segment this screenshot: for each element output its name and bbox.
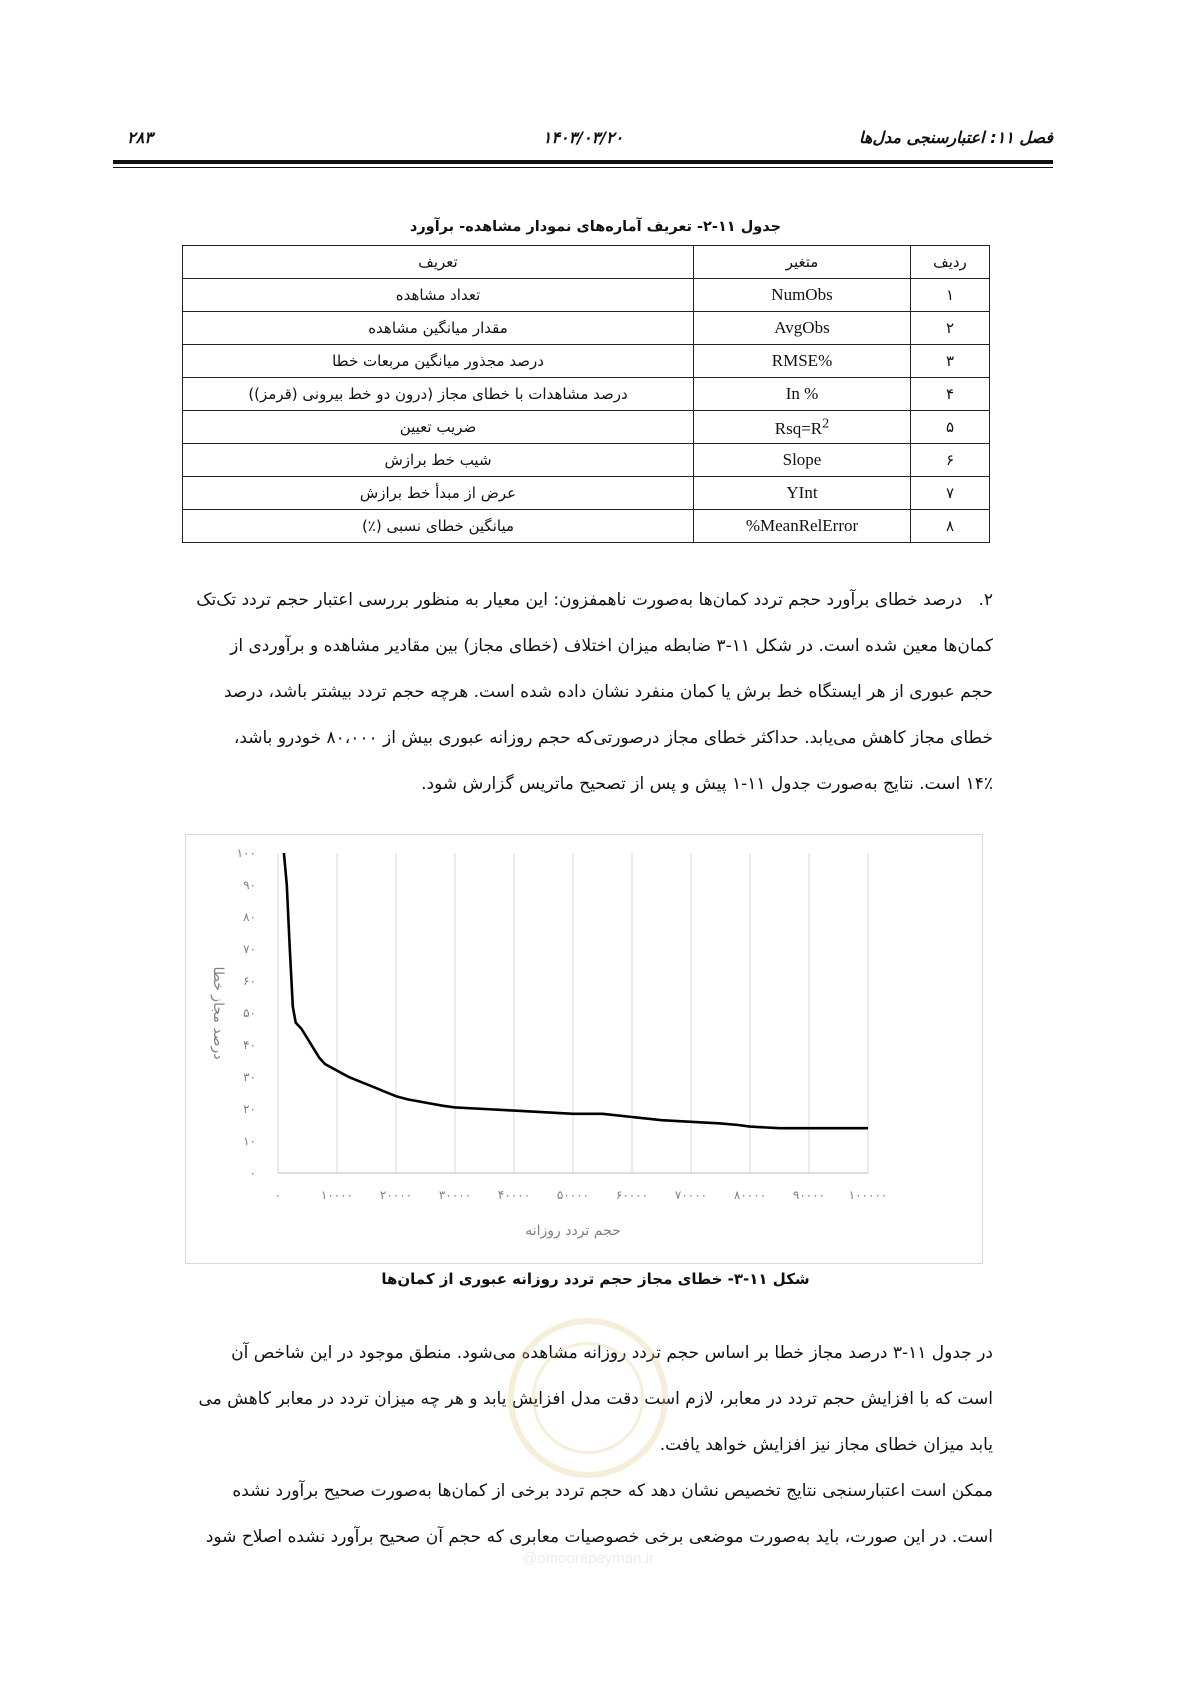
y-tick-label: ۸۰: [243, 910, 256, 924]
definition-cell: مقدار میانگین مشاهده: [183, 312, 694, 345]
variable-cell: MeanRelError%: [694, 510, 911, 543]
variable-cell: NumObs: [694, 279, 911, 312]
definition-cell: عرض از مبدأ خط برازش: [183, 477, 694, 510]
header-variable: متغیر: [694, 246, 911, 279]
row-number: ۳: [911, 345, 990, 378]
paragraph-item-2: [113, 577, 993, 807]
table-row: [183, 279, 990, 312]
paragraph-line: حجم عبوری از هر ایستگاه خط برش یا کمان منفرد نشان داده شده است. هرچه حجم تردد بیشتر باشد، درصد: [223, 682, 993, 702]
paragraph-body-3: [113, 1468, 993, 1560]
x-tick-label: ۲۰۰۰۰: [379, 1188, 413, 1202]
table-caption: جدول ۱۱-۲- تعریف آماره‌های نمودار مشاهده- برآورد: [409, 219, 782, 235]
row-number: ۴: [911, 378, 990, 411]
table-row: [183, 477, 990, 510]
chart-grid: [278, 853, 868, 1173]
row-number: ۸: [911, 510, 990, 543]
x-tick-label: ۵۰۰۰۰: [556, 1188, 590, 1202]
watermark-url: @omoorepeyman.ir: [522, 1550, 654, 1567]
y-tick-label: ۱۰: [243, 1134, 256, 1148]
variable-superscript: 2: [822, 415, 830, 432]
allowed-error-chart: [185, 834, 983, 1264]
x-tick-label: ۴۰۰۰۰: [497, 1188, 531, 1202]
paragraph-line: خطای مجاز کاهش می‌یابد. حداکثر خطای مجاز درصورتی‌که حجم روزانه عبوری بیش از ۸۰،۰۰۰ خودرو باشد،: [233, 728, 993, 748]
header-date: ۱۴۰۳/۰۳/۲۰: [542, 128, 624, 147]
variable-cell: AvgObs: [694, 312, 911, 345]
list-number: ۲.: [978, 590, 993, 610]
table-row: [183, 510, 990, 543]
definition-cell: تعداد مشاهده: [183, 279, 694, 312]
variable-cell: [694, 411, 911, 444]
y-tick-label: ۵۰: [243, 1006, 256, 1020]
paragraph-line: ۱۴٪ است. نتایج به‌صورت جدول ۱۱-۱ پیش و پس از تصحیح ماتریس گزارش شود.: [421, 774, 993, 794]
definition-cell: ضریب تعیین: [183, 411, 694, 444]
table-header-row: [183, 246, 990, 279]
definition-cell: درصد مشاهدات با خطای مجاز (درون دو خط بیرونی (قرمز)): [183, 378, 694, 411]
x-axis-title: حجم تردد روزانه: [525, 1223, 621, 1239]
y-axis-title: درصد مجاز خطا: [210, 966, 226, 1060]
row-number: ۷: [911, 477, 990, 510]
variable-cell: % In: [694, 378, 911, 411]
y-tick-label: ۴۰: [243, 1038, 256, 1052]
header-row-number: ردیف: [911, 246, 990, 279]
table-row: [183, 378, 990, 411]
row-number: ۲: [911, 312, 990, 345]
figure-caption: شکل ۱۱-۳- خطای مجاز حجم تردد روزانه عبوری از کمان‌ها: [381, 1270, 810, 1288]
row-number: ۶: [911, 444, 990, 477]
header-definition: تعریف: [183, 246, 694, 279]
y-tick-label: ۶۰: [243, 974, 256, 988]
paragraph-line: ممکن است اعتبارسنجی نتایج تخصیص نشان دهد که حجم تردد برخی از کمان‌ها به‌صورت صحیح برآورد نشده: [232, 1481, 993, 1501]
y-tick-label: ۲۰: [243, 1102, 256, 1116]
x-tick-label: ۷۰۰۰۰: [674, 1188, 708, 1202]
paragraph-line: [113, 577, 993, 623]
y-tick-label: ۰: [249, 1166, 256, 1180]
table-row: [183, 411, 990, 444]
x-tick-label: ۱۰۰۰۰: [320, 1188, 354, 1202]
definition-cell: شیب خط برازش: [183, 444, 694, 477]
chapter-title: فصل ۱۱: اعتبارسنجی مدل‌ها: [859, 128, 1053, 147]
row-number: ۱: [911, 279, 990, 312]
definitions-table: [182, 245, 990, 543]
x-tick-label: ۰: [274, 1188, 282, 1202]
table-row: [183, 345, 990, 378]
y-tick-label: ۹۰: [243, 878, 256, 892]
variable-cell: Slope: [694, 444, 911, 477]
definition-cell: درصد مجذور میانگین مربعات خطا: [183, 345, 694, 378]
paragraph-line: کمان‌ها معین شده است. در شکل ۱۱-۳ ضابطه میزان اختلاف (خطای مجاز) بین مقادیر مشاهده و برآوردی از: [230, 636, 993, 656]
paragraph-body-2: [113, 1330, 993, 1468]
header-rule-thin: [113, 167, 1053, 168]
variable-cell: %RMSE: [694, 345, 911, 378]
page-number: ۲۸۳: [127, 128, 153, 147]
variable-cell: YInt: [694, 477, 911, 510]
header-rule-thick: [113, 160, 1053, 164]
paragraph-line: یابد میزان خطای مجاز نیز افزایش خواهد یافت.: [659, 1435, 993, 1455]
chart-series: [284, 853, 868, 1128]
x-tick-label: ۱۰۰۰۰۰: [848, 1188, 888, 1202]
y-tick-label: ۱۰۰: [236, 846, 256, 860]
series-line: [284, 853, 868, 1128]
definition-cell: میانگین خطای نسبی (٪): [183, 510, 694, 543]
x-tick-label: ۹۰۰۰۰: [792, 1188, 826, 1202]
page-header: [113, 128, 1053, 154]
x-tick-label: ۳۰۰۰۰: [438, 1188, 472, 1202]
paragraph-line: است که با افزایش حجم تردد در معابر، لازم است دقت مدل افزایش یابد و هر چه میزان تردد در معابر کاهش می: [198, 1389, 993, 1409]
chart-labels: [210, 846, 887, 1239]
y-tick-label: ۳۰: [243, 1070, 256, 1084]
variable-text: Rsq=R: [774, 418, 823, 438]
paragraph-line: در جدول ۱۱-۳ درصد مجاز خطا بر اساس حجم تردد روزانه مشاهده می‌شود. منطق موجود در این شاخص آن: [231, 1343, 993, 1363]
table-row: [183, 444, 990, 477]
y-tick-label: ۷۰: [243, 942, 256, 956]
chart-svg: [186, 835, 982, 1263]
x-tick-label: ۸۰۰۰۰: [733, 1188, 767, 1202]
x-tick-label: ۶۰۰۰۰: [615, 1188, 649, 1202]
paragraph-text: درصد خطای برآورد حجم تردد کمان‌ها به‌صورت ناهمفزون: این معیار به منظور بررسی اعتبار حجم تردد تک‌تک: [196, 590, 963, 610]
table-row: [183, 312, 990, 345]
row-number: ۵: [911, 411, 990, 444]
paragraph-line: است. در این صورت، باید به‌صورت موضعی برخی خصوصیات معابری که حجم آن صحیح برآورد نشده اصلاح شود: [205, 1527, 993, 1547]
